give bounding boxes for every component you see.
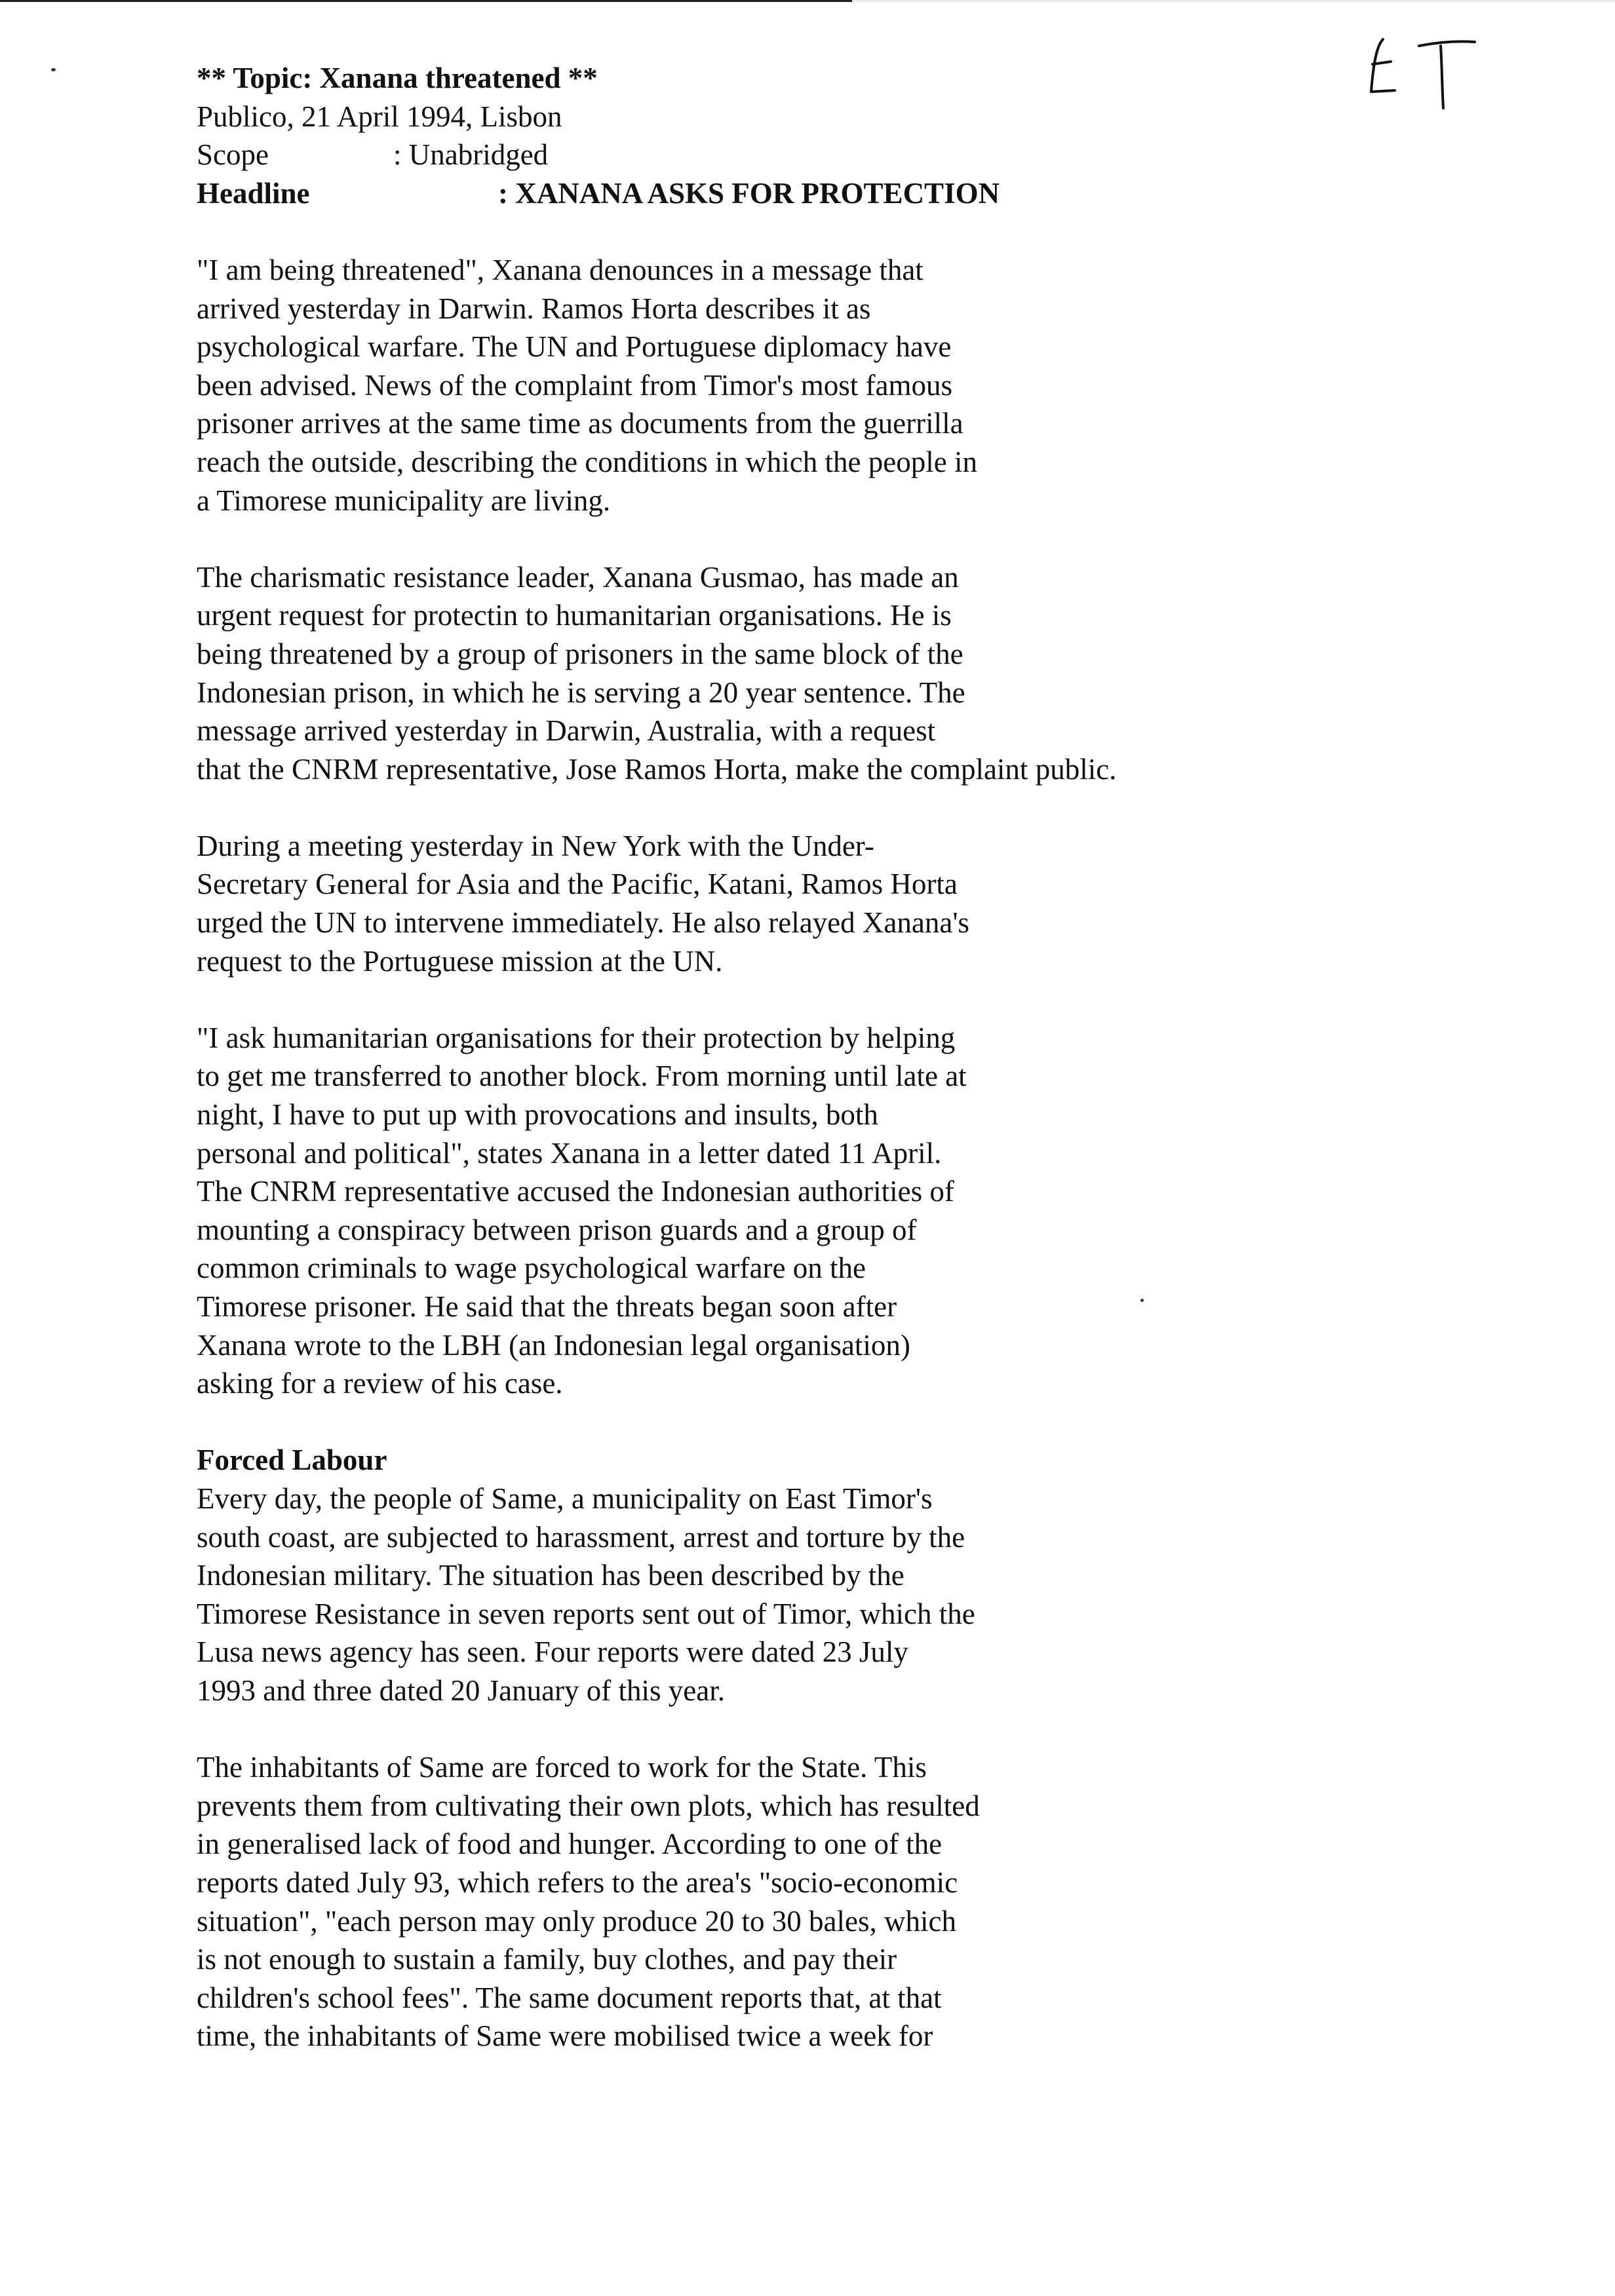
text-line: situation", "each person may only produce 20 to 30 bales, which <box>197 1904 956 1938</box>
text-line: message arrived yesterday in Darwin, Australia, with a request <box>197 714 936 748</box>
paragraph-forced-work <box>197 1748 1481 2056</box>
text-line: The inhabitants of Same are forced to work for the State. This <box>197 1751 927 1784</box>
text-line: time, the inhabitants of Same were mobilised twice a week for <box>197 2019 933 2053</box>
text-line: "I am being threatened", Xanana denounces in a message that <box>197 253 924 286</box>
text-line: arrived yesterday in Darwin. Ramos Horta describes it as <box>197 292 871 325</box>
top-rule <box>0 0 852 2</box>
text-line: 1993 and three dated 20 January of this year. <box>197 1674 726 1707</box>
text-line: asking for a review of his case. <box>197 1367 563 1400</box>
headline-value: : XANANA ASKS FOR PROTECTION <box>498 176 1000 210</box>
section-heading: Forced Labour <box>197 1444 387 1477</box>
text-line: The charismatic resistance leader, Xanana Gusmao, has made an <box>197 560 959 594</box>
paragraph-quote-letter <box>197 1019 1481 1403</box>
text-line: urgent request for protectin to humanitarian organisations. He is <box>197 599 952 632</box>
text-line: in generalised lack of food and hunger. According to one of the <box>197 1827 943 1861</box>
text-line: Indonesian military. The situation has been described by the <box>197 1559 905 1592</box>
paragraph-same-harassment <box>197 1480 1481 1710</box>
text-line: Lusa news agency has seen. Four reports were dated 23 July <box>197 1636 908 1669</box>
text-line: night, I have to put up with provocations and insults, both <box>197 1098 878 1132</box>
text-line: Xanana wrote to the LBH (an Indonesian legal organisation) <box>197 1328 910 1362</box>
headline-label: Headline <box>197 176 310 210</box>
text-line: Every day, the people of Same, a municipality on East Timor's <box>197 1482 933 1515</box>
text-line: children's school fees". The same document reports that, at that <box>197 1981 942 2014</box>
text-line: is not enough to sustain a family, buy clothes, and pay their <box>197 1943 897 1976</box>
scope-line <box>197 136 1481 174</box>
text-line: reach the outside, describing the conditions in which the people in <box>197 445 977 478</box>
text-line: urged the UN to intervene immediately. He also relayed Xanana's <box>197 906 969 940</box>
text-line: psychological warfare. The UN and Portuguese diplomacy have <box>197 330 952 364</box>
scope-label: Scope <box>197 138 269 172</box>
headline-line <box>197 174 1481 213</box>
text-line: reports dated July 93, which refers to the area's "socio-economic <box>197 1866 958 1899</box>
text-line: Timorese prisoner. He said that the threats began soon after <box>197 1290 897 1323</box>
text-line: Indonesian prison, in which he is serving a 20 year sentence. The <box>197 676 965 709</box>
section-forced-labour <box>197 1441 1481 2056</box>
text-line: prevents them from cultivating their own plots, which has resulted <box>197 1789 980 1822</box>
document-body <box>197 59 1481 2056</box>
text-line: prisoner arrives at the same time as documents from the guerrilla <box>197 407 963 440</box>
document-header <box>197 59 1481 212</box>
scope-value: : Unabridged <box>393 138 549 172</box>
text-line: a Timorese municipality are living. <box>197 484 611 517</box>
text-line: "I ask humanitarian organisations for their protection by helping <box>197 1021 956 1054</box>
text-line: to get me transferred to another block. From morning until late at <box>197 1060 967 1093</box>
text-line: request to the Portuguese mission at the UN. <box>197 944 723 978</box>
text-line: being threatened by a group of prisoners in the same block of the <box>197 637 963 670</box>
paragraph-intro <box>197 251 1481 520</box>
topic-line: ** Topic: Xanana threatened ** <box>197 62 598 94</box>
text-line: During a meeting yesterday in New York with the Under- <box>197 829 874 862</box>
text-line: mounting a conspiracy between prison guards and a group of <box>197 1213 917 1246</box>
text-line: The CNRM representative accused the Indonesian authorities of <box>197 1175 954 1208</box>
scan-speck <box>51 68 56 71</box>
text-line: Timorese Resistance in seven reports sent out of Timor, which the <box>197 1597 975 1630</box>
paragraph-charismatic-leader <box>197 558 1481 789</box>
text-line: common criminals to wage psychological warfare on the <box>197 1252 866 1285</box>
text-line: Secretary General for Asia and the Pacific, Katani, Ramos Horta <box>197 868 958 901</box>
text-line: been advised. News of the complaint from Timor's most famous <box>197 368 952 402</box>
text-line: south coast, are subjected to harassment, arrest and torture by the <box>197 1520 965 1554</box>
text-line: personal and political", states Xanana in a letter dated 11 April. <box>197 1136 942 1170</box>
source-line: Publico, 21 April 1994, Lisbon <box>197 100 562 133</box>
paragraph-new-york-meeting <box>197 827 1481 980</box>
text-line: that the CNRM representative, Jose Ramos Horta, make the complaint public. <box>197 752 1117 786</box>
